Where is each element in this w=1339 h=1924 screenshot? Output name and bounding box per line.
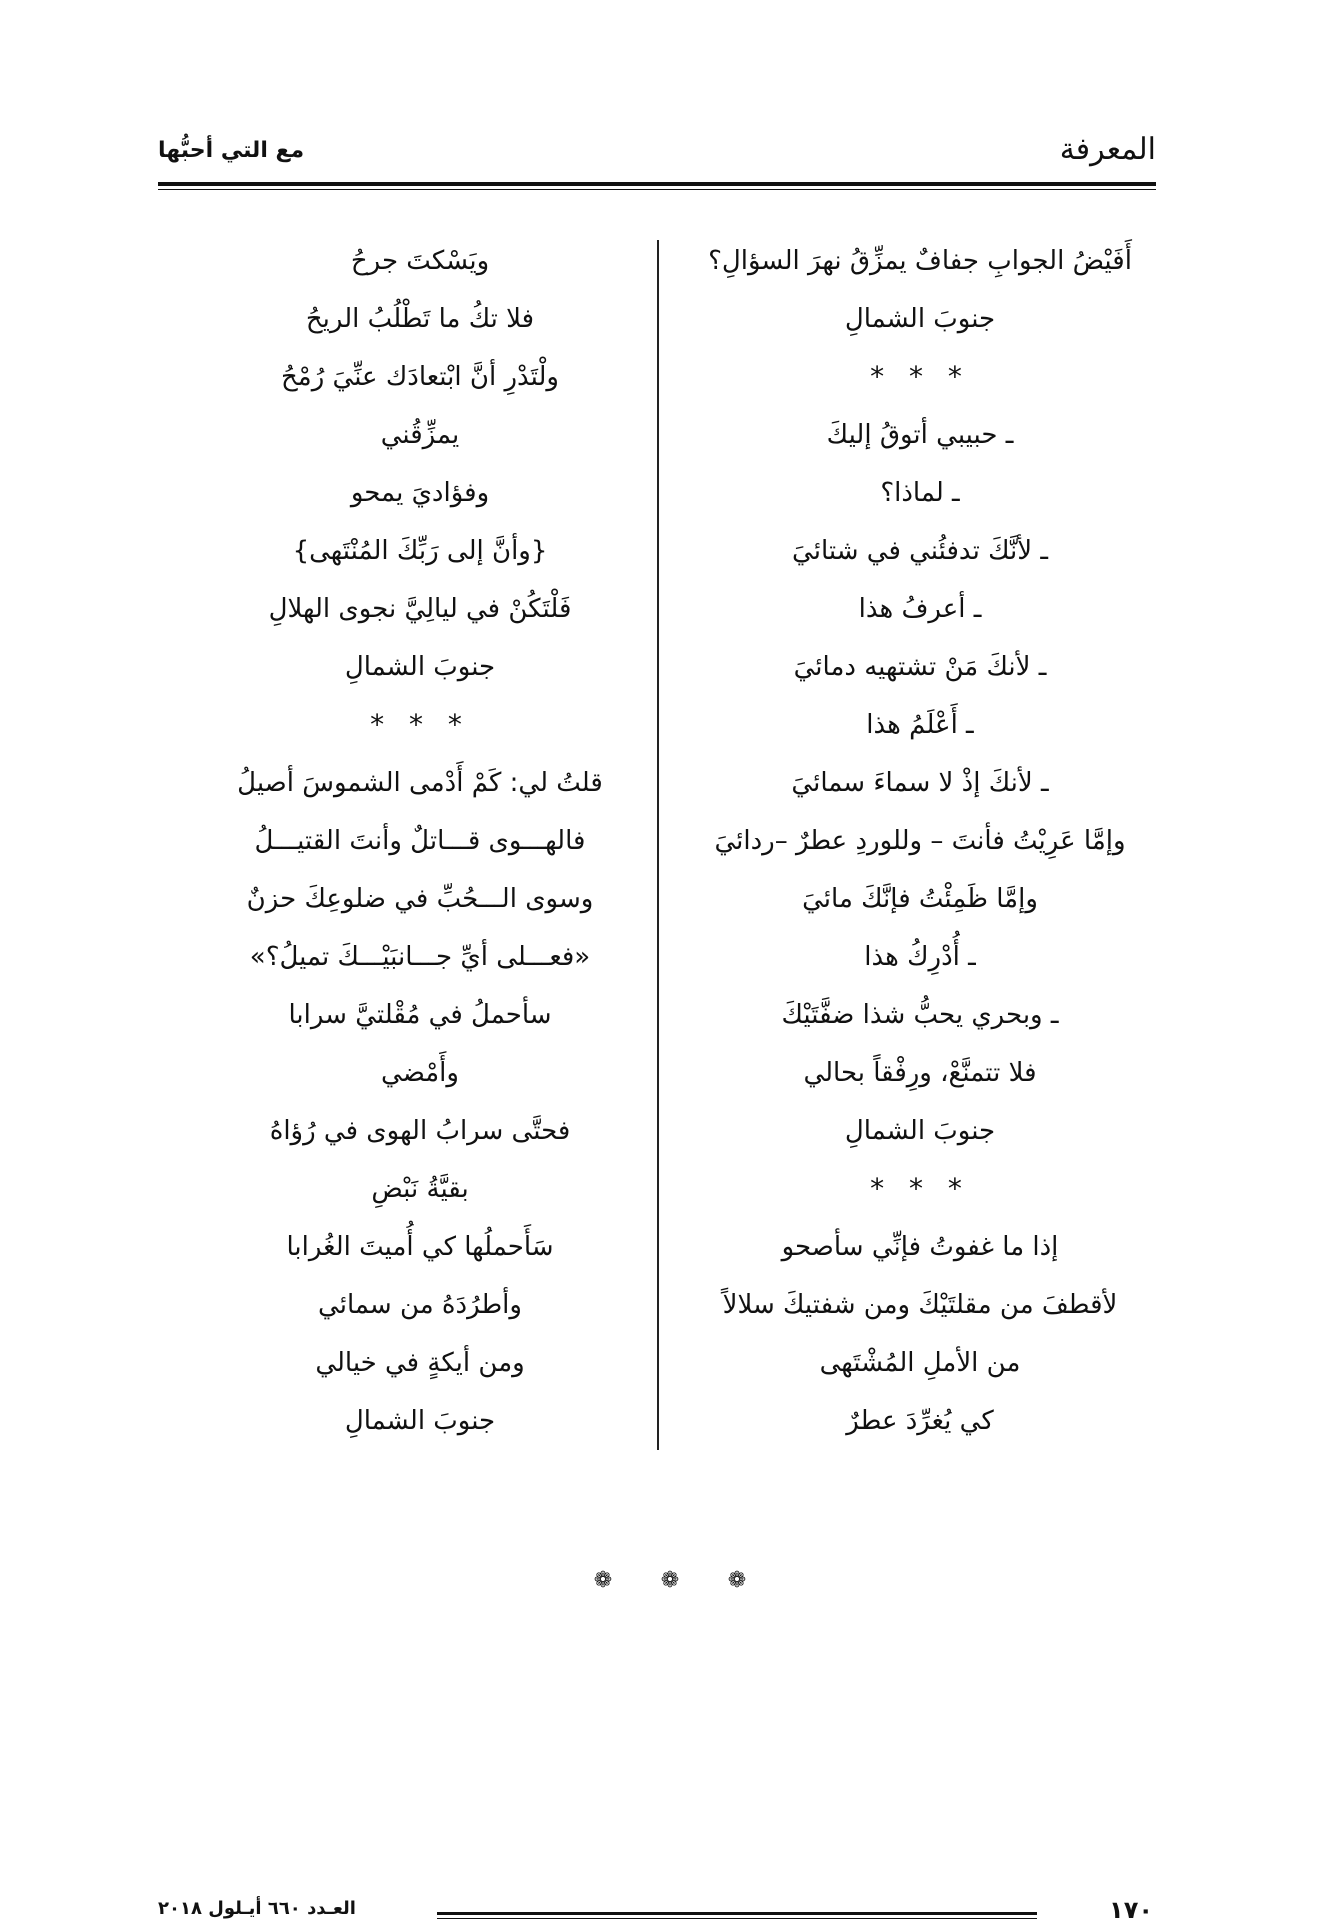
poem-line: ولْتَدْرِ أنَّ ابْتعادَك عنِّيَ رُمْحُ [281, 362, 559, 392]
poem-line: ـ وبحري يحبُّ شذا ضفَّتَيْكَ [781, 1000, 1059, 1030]
poem-line: سَأَحملُها كي أُميتَ الغُرابا [286, 1232, 554, 1262]
poem-line: ـ لأنكَ مَنْ تشتهيه دمائيَ [793, 652, 1047, 682]
poem-line: فحتَّى سرابُ الهوى في رُؤاهُ [269, 1116, 571, 1146]
flower-ornament-icon: ❁ [660, 1568, 680, 1593]
poem-line: من الأملِ المُشْتَهى [819, 1348, 1021, 1378]
poem-line: أَفَيْضُ الجوابِ جفافٌ يمزِّقُ نهرَ السؤالِ؟ [708, 246, 1132, 276]
poem-column-right [700, 232, 1140, 1450]
poem-line: ـ لأنَّكَ تدفئُني في شتائيَ [792, 536, 1048, 566]
flower-ornament-icon: ❁ [727, 1568, 747, 1593]
end-ornament [590, 1568, 750, 1593]
poem-line: ـ حبيبي أتوقُ إليكَ [826, 420, 1014, 450]
poem-line: كي يُغرِّدَ عطرٌ [846, 1406, 994, 1436]
poem-line: إذا ما غفوتُ فإنِّي سأصحو [781, 1232, 1059, 1262]
poem-line: ويَسْكتَ جرحُ [350, 246, 490, 276]
poem-line: جنوبَ الشمالِ [844, 304, 996, 334]
poem-line: وإمَّا ظَمِئْتُ فإنَّكَ مائيَ [802, 884, 1038, 914]
poem-line: ـ لأنكَ إذْ لا سماءَ سمائيَ [791, 768, 1049, 798]
poem-line: وأطرُدَهُ من سمائي [318, 1290, 522, 1320]
issue-info: العـدد ٦٦٠ أيـلول ٢٠١٨ [158, 1898, 356, 1919]
poem-line: يمزِّقُني [380, 420, 460, 450]
poem-line: جنوبَ الشمالِ [344, 652, 496, 682]
poem-line: ـ أُدْرِكُ هذا [864, 942, 976, 972]
poem-line: ـ أعرفُ هذا [858, 594, 982, 624]
running-title: مع التي أحبُّها [158, 138, 305, 163]
poem-line: جنوبَ الشمالِ [344, 1406, 496, 1436]
poem-line: فلا تكُ ما تَطْلُبُ الريحُ [305, 304, 535, 334]
page-number: ١٧٠ [1109, 1896, 1153, 1924]
footer-rule-thin [437, 1918, 1037, 1919]
header-rule-thick [158, 182, 1156, 186]
poem-line: وفؤاديَ يمحو [350, 478, 490, 508]
header-rule-thin [158, 189, 1156, 190]
page-header [158, 132, 1156, 182]
poem-line: لأقطفَ من مقلتَيْكَ ومن شفتيكَ سلالاً [722, 1290, 1118, 1320]
poem-line: ـ أَعْلَمُ هذا [866, 710, 974, 740]
poem-line: وإمَّا عَرِيْتُ فأنتَ – وللوردِ عطرٌ –ردائيَ [714, 826, 1126, 856]
poem-line: وسوى الـــحُبِّ في ضلوعِكَ حزنٌ [246, 884, 594, 914]
poem-line: فَلْتَكُنْ في ليالِيَّ نجوى الهلالِ [268, 594, 572, 624]
magazine-logo: المعرفة [1059, 132, 1156, 167]
poem-line: فالهـــوى قـــاتلٌ وأنتَ القتيـــلُ [254, 826, 586, 856]
poem-line: فلا تتمنَّعْ، ورِفْقاً بحالي [803, 1058, 1037, 1088]
poem-line: بقيَّةُ نَبْضِ [371, 1174, 469, 1204]
flower-ornament-icon: ❁ [593, 1568, 613, 1593]
poem-line: سأحملُ في مُقْلتيَّ سرابا [288, 1000, 552, 1030]
column-divider [657, 240, 659, 1450]
poem-line: قلتُ لي: كَمْ أَدْمى الشموسَ أصيلُ [237, 768, 603, 798]
stanza-separator: * * * [870, 360, 970, 393]
poem-line: «فعـــلى أيِّ جـــانبَيْـــكَ تميلُ؟» [249, 942, 591, 972]
poem-line: جنوبَ الشمالِ [844, 1116, 996, 1146]
stanza-separator: * * * [870, 1172, 970, 1205]
stanza-separator: * * * [370, 708, 470, 741]
poem-column-left [200, 232, 640, 1450]
footer-rule-thick [437, 1912, 1037, 1915]
poem-line: ـ لماذا؟ [880, 478, 960, 508]
poem-line: وأَمْضي [381, 1058, 459, 1088]
poem-line: ومن أيكةٍ في خيالي [315, 1348, 525, 1378]
quran-quote: {وأنَّ إلى رَبِّكَ المُنْتَهى} [292, 536, 548, 566]
